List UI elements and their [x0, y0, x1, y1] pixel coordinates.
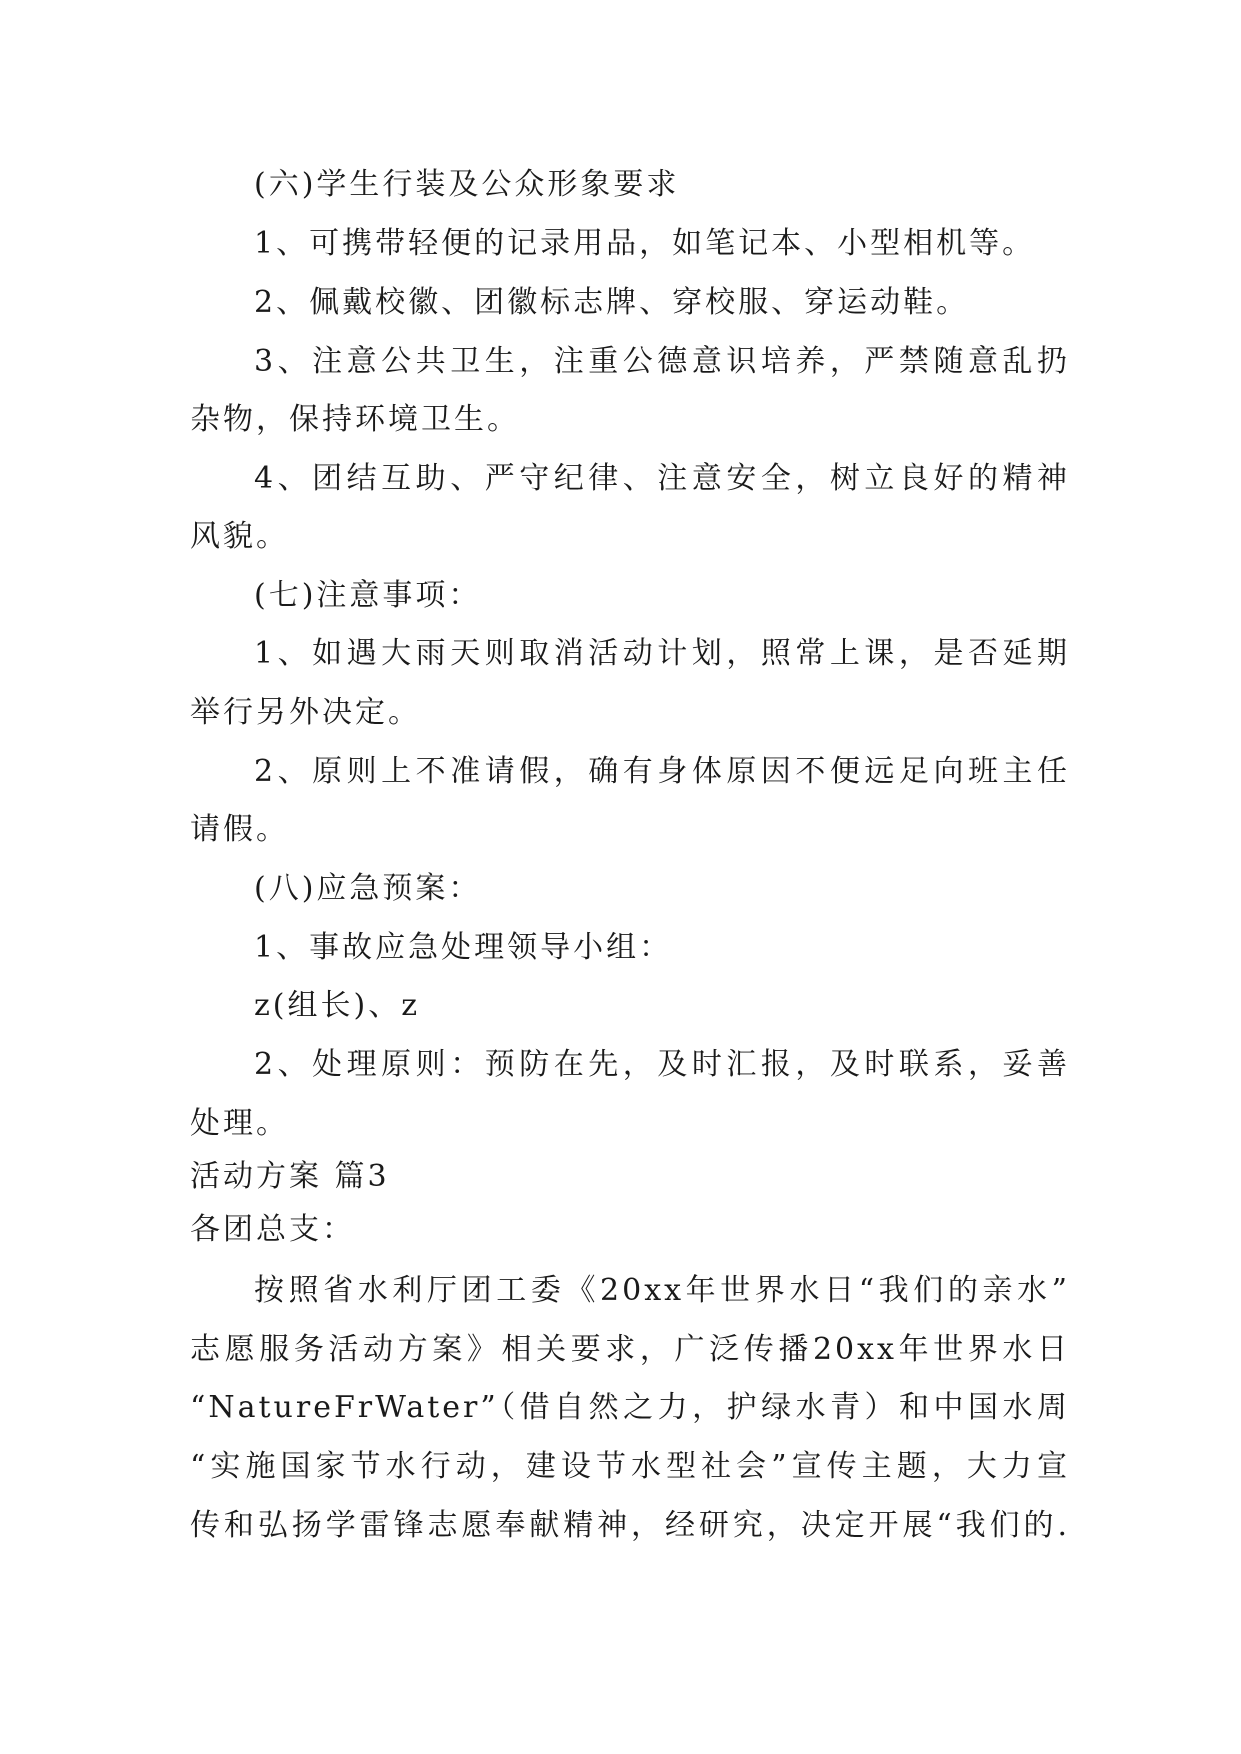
paragraph-line: 2、处理原则：预防在先，及时汇报，及时联系，妥善	[254, 1047, 1070, 1082]
paragraph-line: 3、注意公共卫生，注重公德意识培养，严禁随意乱扔	[254, 344, 1070, 379]
paragraph-line: 处理。	[190, 1106, 289, 1141]
paragraph-line: 志愿服务活动方案》相关要求，广泛传播20xx年世界水日	[190, 1332, 1070, 1367]
paragraph-line: 按照省水利厅团工委《20xx年世界水日“我们的亲水”	[254, 1273, 1070, 1308]
paragraph-line: 4、团结互助、严守纪律、注意安全，树立良好的精神	[254, 461, 1070, 496]
paragraph-line: 举行另外决定。	[190, 695, 421, 730]
paragraph-line: 杂物，保持环境卫生。	[190, 402, 520, 437]
paragraph-line: “NatureFrWater”（借自然之力，护绿水青）和中国水周	[190, 1390, 1070, 1425]
paragraph-line: 2、原则上不准请假，确有身体原因不便远足向班主任	[254, 754, 1070, 789]
section-heading-7: (七)注意事项：	[254, 578, 482, 613]
paragraph-line: 2、佩戴校徽、团徽标志牌、穿校服、穿运动鞋。	[254, 285, 970, 320]
paragraph-line: z(组长)、z	[254, 988, 421, 1023]
paragraph-line: 1、可携带轻便的记录用品，如笔记本、小型相机等。	[254, 226, 1036, 261]
paragraph-line: 1、事故应急处理领导小组：	[254, 930, 673, 965]
paragraph-line: 请假。	[190, 812, 289, 847]
paragraph-line: 风貌。	[190, 519, 289, 554]
paragraph-line: 1、如遇大雨天则取消活动计划，照常上课，是否延期	[254, 636, 1070, 671]
paragraph-line: “实施国家节水行动，建设节水型社会”宣传主题，大力宣	[190, 1449, 1070, 1484]
salutation: 各团总支：	[190, 1212, 355, 1247]
section-title: 活动方案 篇3	[190, 1159, 390, 1194]
section-heading-8: (八)应急预案：	[254, 871, 482, 906]
paragraph-line: 传和弘扬学雷锋志愿奉献精神，经研究，决定开展“我们的.	[190, 1508, 1070, 1543]
section-heading-6: (六)学生行装及公众形象要求	[254, 167, 680, 202]
